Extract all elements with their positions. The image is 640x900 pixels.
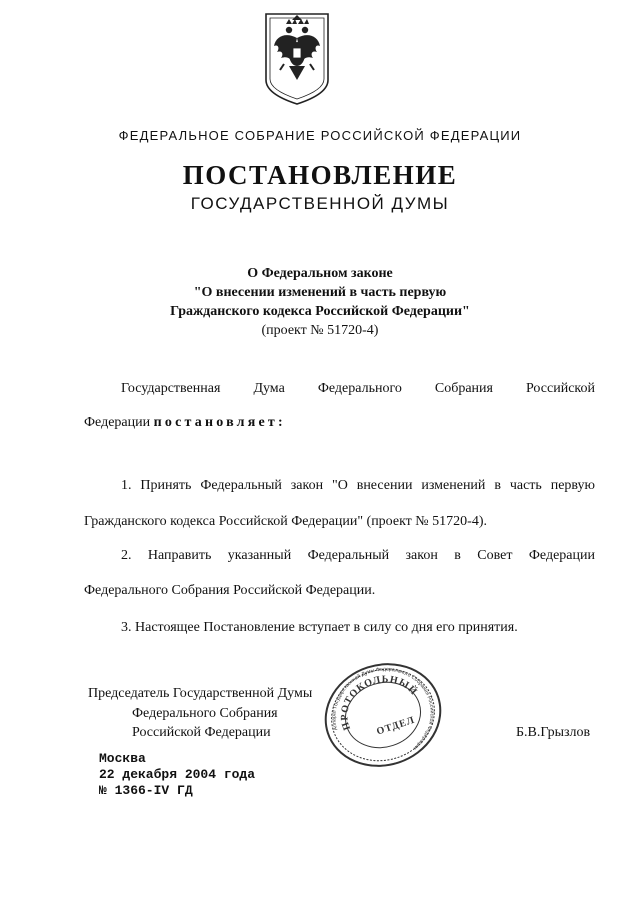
document-subtype: ГОСУДАРСТВЕННОЙ ДУМЫ bbox=[190, 194, 450, 213]
stamp-outer-text: Аппарат Государственной Думы Федерального Собрания Российской Федерации bbox=[331, 666, 435, 751]
preamble-line-1: Государственная Дума Федерального Собрания Российской bbox=[121, 381, 595, 396]
signing-date: 22 декабря 2004 года bbox=[99, 767, 256, 782]
preamble-line-2 bbox=[84, 415, 286, 431]
resolves-word: постановляет: bbox=[153, 415, 286, 430]
item-2-line-2: Федерального Собрания Российской Федерации. bbox=[84, 583, 376, 598]
signatory-title-3: Российской Федерации bbox=[132, 725, 271, 740]
official-stamp-icon bbox=[318, 660, 448, 770]
registration-number: № 1366-IV ГД bbox=[99, 783, 193, 798]
stamp-inner-bottom: ОТДЕЛ bbox=[375, 714, 417, 738]
place-of-signing: Москва bbox=[99, 751, 146, 766]
subject-line-3: Гражданского кодекса Российской Федерации" bbox=[170, 304, 470, 319]
stamp-inner-top: ПРОТОКОЛЬНЫЙ bbox=[339, 674, 420, 732]
organization-name: ФЕДЕРАЛЬНОЕ СОБРАНИЕ РОССИЙСКОЙ ФЕДЕРАЦИИ bbox=[118, 128, 522, 143]
item-1-line-1: 1. Принять Федеральный закон "О внесении изменений в часть первую bbox=[121, 478, 595, 493]
item-2-line-1: 2. Направить указанный Федеральный закон в Совет Федерации bbox=[121, 548, 595, 563]
signatory-title-1: Председатель Государственной Думы bbox=[88, 686, 313, 701]
coat-of-arms-icon bbox=[262, 10, 332, 106]
item-1-line-2: Гражданского кодекса Российской Федерации" (проект № 51720-4). bbox=[84, 514, 487, 529]
item-3-line-1: 3. Настоящее Постановление вступает в силу со дня его принятия. bbox=[121, 620, 518, 635]
signatory-title-2: Федерального Собрания bbox=[132, 706, 278, 721]
subject-draft-number: (проект № 51720-4) bbox=[261, 323, 379, 338]
subject-line-1: О Федеральном законе bbox=[247, 266, 393, 281]
signatory-name: Б.В.Грызлов bbox=[516, 725, 591, 740]
preamble-start: Федерации bbox=[84, 415, 151, 430]
document-type: ПОСТАНОВЛЕНИЕ bbox=[182, 160, 458, 190]
subject-line-2: "О внесении изменений в часть первую bbox=[193, 285, 447, 300]
